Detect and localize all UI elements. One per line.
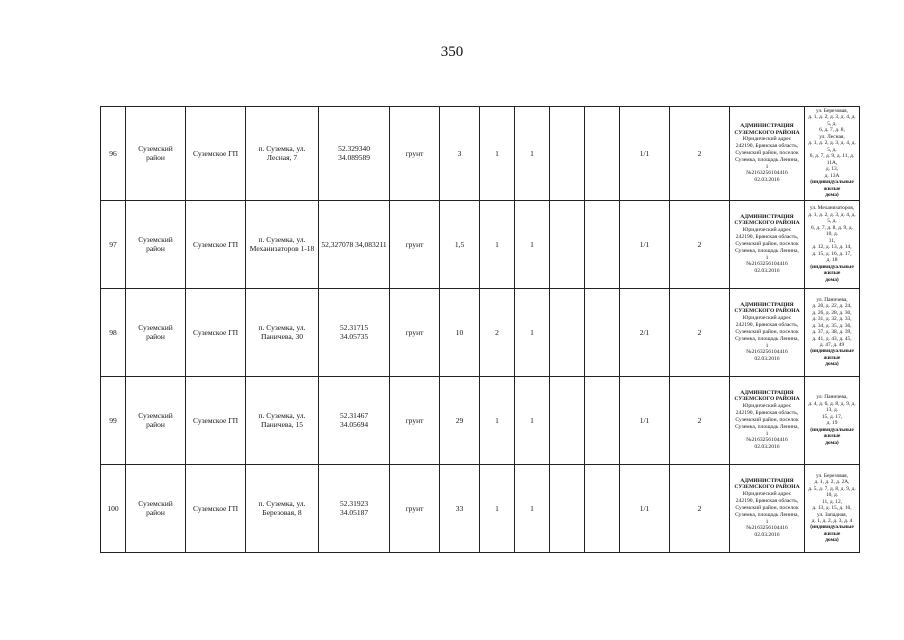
houses-cell-line: 11, д. 12, (821, 498, 843, 505)
houses-cell-line: 11, (828, 237, 836, 244)
coordinates-cell-line: 52.329340 (338, 144, 370, 154)
empty-cell-2 (585, 107, 620, 201)
houses-cell-line: ул. Березовая, (816, 108, 848, 114)
address-cell: п. Суземка, ул. Лесная, 7 (246, 107, 319, 201)
surface-cell: грунт (390, 288, 440, 376)
owner-cell-line: №2163256104416 (746, 349, 788, 356)
address-cell: п. Суземка, ул. Механизаторов 1-18 (246, 200, 319, 288)
houses-cell-line: (индивидуальные жилые (810, 426, 854, 440)
owner-cell-line: АДМИНИСТРАЦИЯ (740, 122, 794, 129)
coordinates-cell-line: 52,327078 34,083211 (321, 239, 387, 249)
houses-cell-line: 15, д. 17, (821, 413, 843, 420)
owner-cell-line: Юридический адрес (742, 491, 792, 498)
owner-cell-line: 1 (765, 254, 769, 261)
houses-cell-line: д. 47, д. 49 (819, 342, 845, 348)
owner-cell-line: АДМИНИСТРАЦИЯ (740, 301, 794, 308)
table-row (101, 376, 860, 464)
owner-cell (730, 107, 805, 201)
houses-cell-line: д. 34, д. 35, д. 36, (812, 322, 852, 329)
owner-cell-line: 242190, Брянская область, (735, 498, 799, 505)
owner-cell-line: №2163256104416 (746, 525, 788, 532)
owner-cell-line: 02.03.2016 (754, 444, 780, 451)
coordinates-cell-line: 34.05694 (339, 420, 369, 430)
empty-cell-2 (585, 288, 620, 376)
count-cell-2: 1 (515, 376, 550, 464)
settlement-cell: Суземское ГП (186, 288, 246, 376)
coordinates-cell-line: 52.31467 (339, 410, 369, 420)
table-row (101, 107, 860, 201)
houses-cell-line: ул. Лесная, (819, 133, 845, 140)
area-cell: 3 (440, 107, 480, 201)
coordinates-cell-line: 34.05735 (339, 332, 369, 342)
houses-cell-line: д. 1, д. 2, д. 3, д. 4, д. 5, д. (808, 140, 856, 153)
empty-cell-1 (550, 288, 585, 376)
empty-cell-2 (585, 376, 620, 464)
owner-cell-line: Суземка, площадь Ленина, (735, 156, 799, 163)
houses-cell-line: д. 1, д. 2, д. 2А, (814, 479, 850, 486)
empty-cell-1 (550, 464, 585, 552)
area-cell: 1,5 (440, 200, 480, 288)
houses-cell (805, 464, 860, 552)
count-cell-2: 1 (515, 288, 550, 376)
empty-cell-2 (585, 200, 620, 288)
ratio-cell: 2/1 (620, 288, 670, 376)
page-number: 350 (440, 44, 464, 60)
count-cell-1: 1 (480, 200, 515, 288)
ratio-cell: 1/1 (620, 376, 670, 464)
surface-cell: грунт (390, 376, 440, 464)
houses-cell (805, 200, 860, 288)
owner-cell-line: Суземка, площадь Ленина, (735, 423, 799, 430)
address-cell: п. Суземка, ул. Паничева, 30 (246, 288, 319, 376)
owner-cell-line: Суземский район, поселок (735, 416, 799, 423)
houses-cell-line: (индивидуальные жилые (810, 348, 854, 361)
owner-cell-line: Суземский район, поселок (735, 328, 799, 335)
houses-cell-line: дома) (825, 439, 839, 446)
owner-cell-line: №2163256104416 (746, 170, 788, 177)
area-cell: 29 (440, 376, 480, 464)
surface-cell: грунт (390, 464, 440, 552)
table-row (101, 200, 860, 288)
count-cell-3: 2 (670, 107, 730, 201)
count-cell-3: 2 (670, 200, 730, 288)
houses-cell-line: д. 19 (826, 420, 838, 427)
houses-cell-line: д. 13, д. 15, д. 16, (812, 505, 852, 512)
coordinates-cell (319, 200, 390, 288)
houses-cell-line: д. 1, д. 2, д. 3, д. 4, д. 5, д. (808, 211, 856, 225)
count-cell-1: 2 (480, 288, 515, 376)
ratio-cell: 1/1 (620, 464, 670, 552)
owner-cell-line: 02.03.2016 (754, 356, 780, 363)
count-cell-2: 1 (515, 200, 550, 288)
houses-cell-line: д. 4, д. 6, д. 8, д. 9, д. 13, д. (808, 400, 856, 414)
houses-cell (805, 107, 860, 201)
coordinates-cell (319, 107, 390, 201)
settlement-cell: Суземское ГП (186, 107, 246, 201)
owner-cell-line: СУЗЕМСКОГО РАЙОНА (734, 396, 800, 403)
owner-cell-line: 242190, Брянская область, (735, 410, 799, 417)
count-cell-3: 2 (670, 288, 730, 376)
owner-cell-line: Суземский район, поселок (735, 240, 799, 247)
owner-cell (730, 464, 805, 552)
owner-cell-line: СУЗЕМСКОГО РАЙОНА (734, 220, 800, 227)
register-table (100, 106, 860, 553)
row-number: 98 (101, 288, 126, 376)
owner-cell (730, 376, 805, 464)
district-cell: Суземский район (126, 107, 186, 201)
owner-cell-line: 02.03.2016 (754, 532, 780, 539)
count-cell-2: 1 (515, 107, 550, 201)
settlement-cell: Суземское ГП (186, 200, 246, 288)
owner-cell-line: Юридический адрес (742, 136, 792, 143)
owner-cell-line: Юридический адрес (742, 403, 792, 410)
owner-cell-line: Юридический адрес (742, 315, 792, 322)
owner-cell-line: Суземка, площадь Ленина, (735, 247, 799, 254)
houses-cell-line: д. 1, д. 2, д. 3, д. 4 (811, 518, 853, 524)
houses-cell-line: д. 13, (825, 166, 839, 173)
surface-cell: грунт (390, 200, 440, 288)
owner-cell-line: АДМИНИСТРАЦИЯ (740, 477, 794, 484)
houses-cell-line: д. 1, д. 2, д. 3, д. 4, д. 5, д. (808, 114, 856, 127)
count-cell-3: 2 (670, 376, 730, 464)
district-cell: Суземский район (126, 288, 186, 376)
houses-cell-line: 6, д. 7, д. 9, д. 11, д. 11А, (809, 153, 855, 166)
owner-cell-line: Суземский район, поселок (735, 504, 799, 511)
houses-cell-line: д. 37, д. 38, д. 39, (812, 329, 852, 336)
row-number: 99 (101, 376, 126, 464)
coordinates-cell-line: 34.089589 (338, 153, 370, 163)
address-cell: п. Суземка, ул. Паничева, 15 (246, 376, 319, 464)
houses-cell-line: дома) (825, 537, 839, 544)
row-number: 96 (101, 107, 126, 201)
district-cell: Суземский район (126, 464, 186, 552)
owner-cell-line: 1 (765, 518, 769, 525)
houses-cell-line: дома) (825, 192, 839, 199)
houses-cell-line: д. 5, д. 7, д. 8, д. 9, д. 10, д. (808, 485, 856, 499)
owner-cell-line: Юридический адрес (742, 227, 792, 234)
houses-cell-line: дома) (825, 361, 839, 368)
houses-cell-line: ул. Механизаторов, (809, 205, 855, 212)
empty-cell-2 (585, 464, 620, 552)
settlement-cell: Суземское ГП (186, 376, 246, 464)
houses-cell (805, 376, 860, 464)
count-cell-3: 2 (670, 464, 730, 552)
owner-cell-line: 242190, Брянская область, (735, 143, 799, 150)
owner-cell-line: СУЗЕМСКОГО РАЙОНА (734, 308, 800, 315)
coordinates-cell (319, 288, 390, 376)
area-cell: 10 (440, 288, 480, 376)
houses-cell-line: д. 20, д. 22, д. 24, (812, 303, 852, 310)
owner-cell-line: №2163256104416 (746, 261, 788, 268)
row-number: 97 (101, 200, 126, 288)
address-cell: п. Суземка, ул. Березовая, 8 (246, 464, 319, 552)
coordinates-cell-line: 52.31923 (339, 498, 369, 508)
houses-cell-line: д. 18 (826, 257, 838, 264)
row-number: 100 (101, 464, 126, 552)
owner-cell-line: 242190, Брянская область, (735, 322, 799, 329)
coordinates-cell-line: 34.05187 (339, 508, 369, 518)
owner-cell-line: СУЗЕМСКОГО РАЙОНА (734, 129, 800, 136)
surface-cell: грунт (390, 107, 440, 201)
owner-cell-line: 242190, Брянская область, (735, 234, 799, 241)
houses-cell-line: д. 26, д. 28, д. 30, (812, 309, 852, 316)
owner-cell-line: 02.03.2016 (754, 177, 780, 184)
houses-cell-line: 6, д. 7, д. 8, (819, 127, 845, 134)
area-cell: 33 (440, 464, 480, 552)
houses-cell-line: (индивидуальные жилые (810, 524, 854, 537)
owner-cell-line: Суземский район, поселок (735, 149, 799, 156)
houses-cell-line: ул. Паничева, (816, 394, 848, 401)
houses-cell-line: 6, д. 7, д. 8, д. 9, д. 10, д. (811, 224, 853, 238)
empty-cell-1 (550, 107, 585, 201)
houses-cell-line: д. 41, д. 43, д. 45, (812, 335, 852, 342)
houses-cell-line: д. 13А (824, 172, 840, 179)
district-cell: Суземский район (126, 376, 186, 464)
owner-cell-line: 1 (765, 342, 769, 349)
count-cell-1: 1 (480, 376, 515, 464)
table-row (101, 288, 860, 376)
houses-cell-line: (индивидуальные жилые (810, 263, 854, 277)
coordinates-cell (319, 464, 390, 552)
settlement-cell: Суземское ГП (186, 464, 246, 552)
houses-cell (805, 288, 860, 376)
owner-cell (730, 200, 805, 288)
owner-cell-line: 1 (765, 430, 769, 437)
count-cell-2: 1 (515, 464, 550, 552)
owner-cell-line: 02.03.2016 (754, 268, 780, 275)
houses-cell-line: ул. Березовая, (816, 472, 848, 479)
ratio-cell: 1/1 (620, 107, 670, 201)
coordinates-cell-line: 52.31715 (339, 322, 369, 332)
owner-cell-line: Суземка, площадь Ленина, (735, 511, 799, 518)
houses-cell-line: д. 12, д. 13, д. 14, (812, 244, 852, 251)
houses-cell-line: ул. Западная, (817, 511, 847, 518)
owner-cell (730, 288, 805, 376)
owner-cell-line: СУЗЕМСКОГО РАЙОНА (734, 484, 800, 491)
owner-cell-line: АДМИНИСТРАЦИЯ (740, 213, 794, 220)
coordinates-cell (319, 376, 390, 464)
empty-cell-1 (550, 200, 585, 288)
table-row (101, 464, 860, 552)
ratio-cell: 1/1 (620, 200, 670, 288)
owner-cell-line: Суземка, площадь Ленина, (735, 335, 799, 342)
houses-cell-line: ул. Паничева, (816, 296, 848, 303)
houses-cell-line: дома) (825, 276, 839, 283)
district-cell: Суземский район (126, 200, 186, 288)
count-cell-1: 1 (480, 107, 515, 201)
owner-cell-line: 1 (765, 163, 769, 170)
owner-cell-line: АДМИНИСТРАЦИЯ (740, 389, 794, 396)
owner-cell-line: №2163256104416 (746, 437, 788, 444)
houses-cell-line: д. 31, д. 32, д. 33, (812, 316, 852, 323)
empty-cell-1 (550, 376, 585, 464)
houses-cell-line: (индивидуальные жилые (810, 179, 854, 192)
houses-cell-line: д. 15, д. 16, д. 17, (812, 250, 852, 257)
count-cell-1: 1 (480, 464, 515, 552)
